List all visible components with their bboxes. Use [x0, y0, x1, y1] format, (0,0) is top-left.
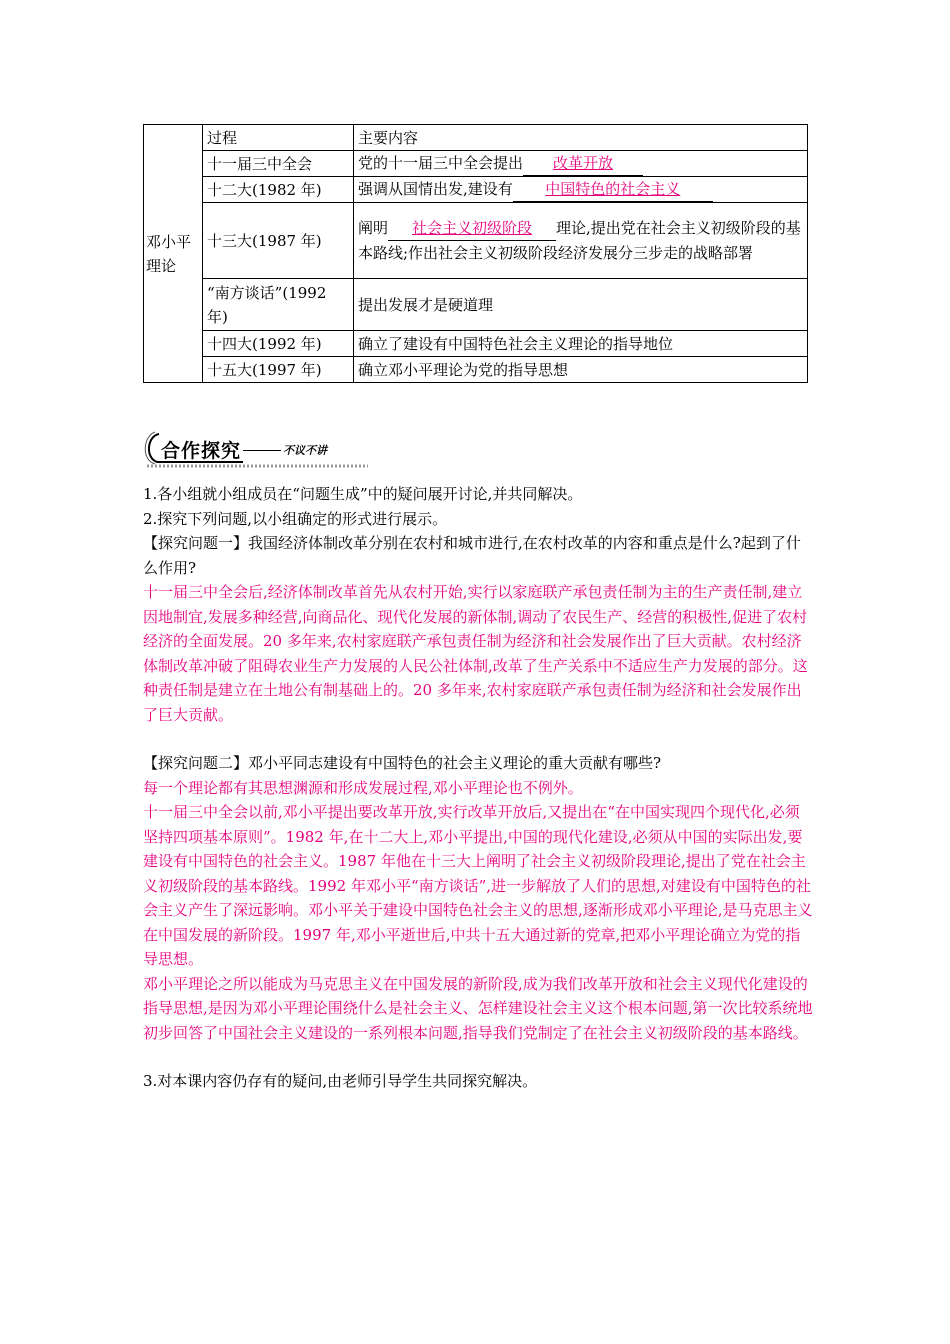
section-header: [143, 428, 373, 468]
section-subtitle: 不议不讲: [283, 444, 327, 457]
fill-blank: 中国特色的社会主义: [513, 177, 713, 202]
table-row: 十一届三中全会 党的十一届三中全会提出 改革开放: [144, 151, 808, 177]
table-row: “南方谈话”(1992 年) 提出发展才是硬道理: [144, 279, 808, 331]
item-3: 3.对本课内容仍存有的疑问,由老师引导学生共同探究解决。: [143, 1072, 538, 1090]
item-2: 2.探究下列问题,以小组确定的形式进行展示。: [143, 509, 448, 528]
table-row: 十三大(1987 年) 阐明 社会主义初级阶段 理论,提出党在社会主义初级阶段的基本路线;作出社会主义初级阶段经济发展分三步走的战略部署: [144, 203, 808, 279]
question-2: 【探究问题二】邓小平同志建设有中国特色的社会主义理论的重大贡献有哪些?: [143, 754, 662, 772]
fill-blank: 改革开放: [523, 151, 643, 176]
content-block: [143, 482, 813, 1094]
table-row: 十五大(1997 年) 确立邓小平理论为党的指导思想: [144, 357, 808, 383]
fill-blank: 社会主义初级阶段: [388, 216, 556, 241]
row-header: 邓小平理论: [144, 125, 203, 383]
table-row: 十四大(1992 年) 确立了建设有中国特色社会主义理论的指导地位: [144, 331, 808, 357]
answer-2-para-3: 邓小平理论之所以能成为马克思主义在中国发展的新阶段,成为我们改革开放和社会主义现代化建设的指导思想,是因为邓小平理论围绕什么是社会主义、怎样建设社会主义这个根本问题,第一次比较系统地初步回答了中国社会主义建设的一系列根本问题,指导我们党制定了在社会主义初级阶段的基本路线。: [143, 974, 813, 1042]
col-header-content: 主要内容: [354, 125, 808, 151]
theory-table: [143, 124, 808, 383]
answer-2-para-1: 每一个理论都有其思想渊源和形成发展过程,邓小平理论也不例外。: [143, 778, 583, 797]
answer-2-para-2: 十一届三中全会以前,邓小平提出要改革开放,实行改革开放后,又提出在“在中国实现四个现代化,必须坚持四项基本原则”。1982 年,在十二大上,邓小平提出,中国的现代化建设,必须从中国的实际出发,要建设有中国特色的社会主义。1987 年他在十三大上阐明了社会主义初级阶段理论,提出了党在社会主义初级阶段的基本路线。1992 年邓小平“南方谈话”,进一步解放了人们的思想,对建设有中国特色的社会主义产生了深远影响。邓小平关于建设中国特色社会主义的思想,逐渐形成邓小平理论,是马克思主义在中国发展的新阶段。1997 年,邓小平逝世后,中共十五大通过新的党章,把邓小平理论确立为党的指导思想。: [143, 803, 813, 968]
section-title: 合作探究: [161, 440, 242, 462]
col-header-process: 过程: [203, 125, 354, 151]
question-1: 【探究问题一】我国经济体制改革分别在农村和城市进行,在农村改革的内容和重点是什么?起到了什么作用?: [143, 534, 801, 577]
title-divider: [243, 450, 281, 451]
item-1: 1.各小组就小组成员在“问题生成”中的疑问展开讨论,并共同解决。: [143, 485, 583, 503]
answer-1: 十一届三中全会后,经济体制改革首先从农村开始,实行以家庭联产承包责任制为主的生产责任制,建立因地制宜,发展多种经营,向商品化、现代化发展的新体制,调动了农民生产、经营的积极性,促进了农村经济的全面发展。20 多年来,农村家庭联产承包责任制为经济和社会发展作出了巨大贡献。农村经济体制改革冲破了阻碍农业生产力发展的人民公社体制,改革了生产关系中不适应生产力发展的部分。这种责任制是建立在土地公有制基础上的。20 多年来,农村家庭联产承包责任制为经济和社会发展作出了巨大贡献。: [143, 583, 808, 724]
table-row: 十二大(1982 年) 强调从国情出发,建设有 中国特色的社会主义: [144, 177, 808, 203]
